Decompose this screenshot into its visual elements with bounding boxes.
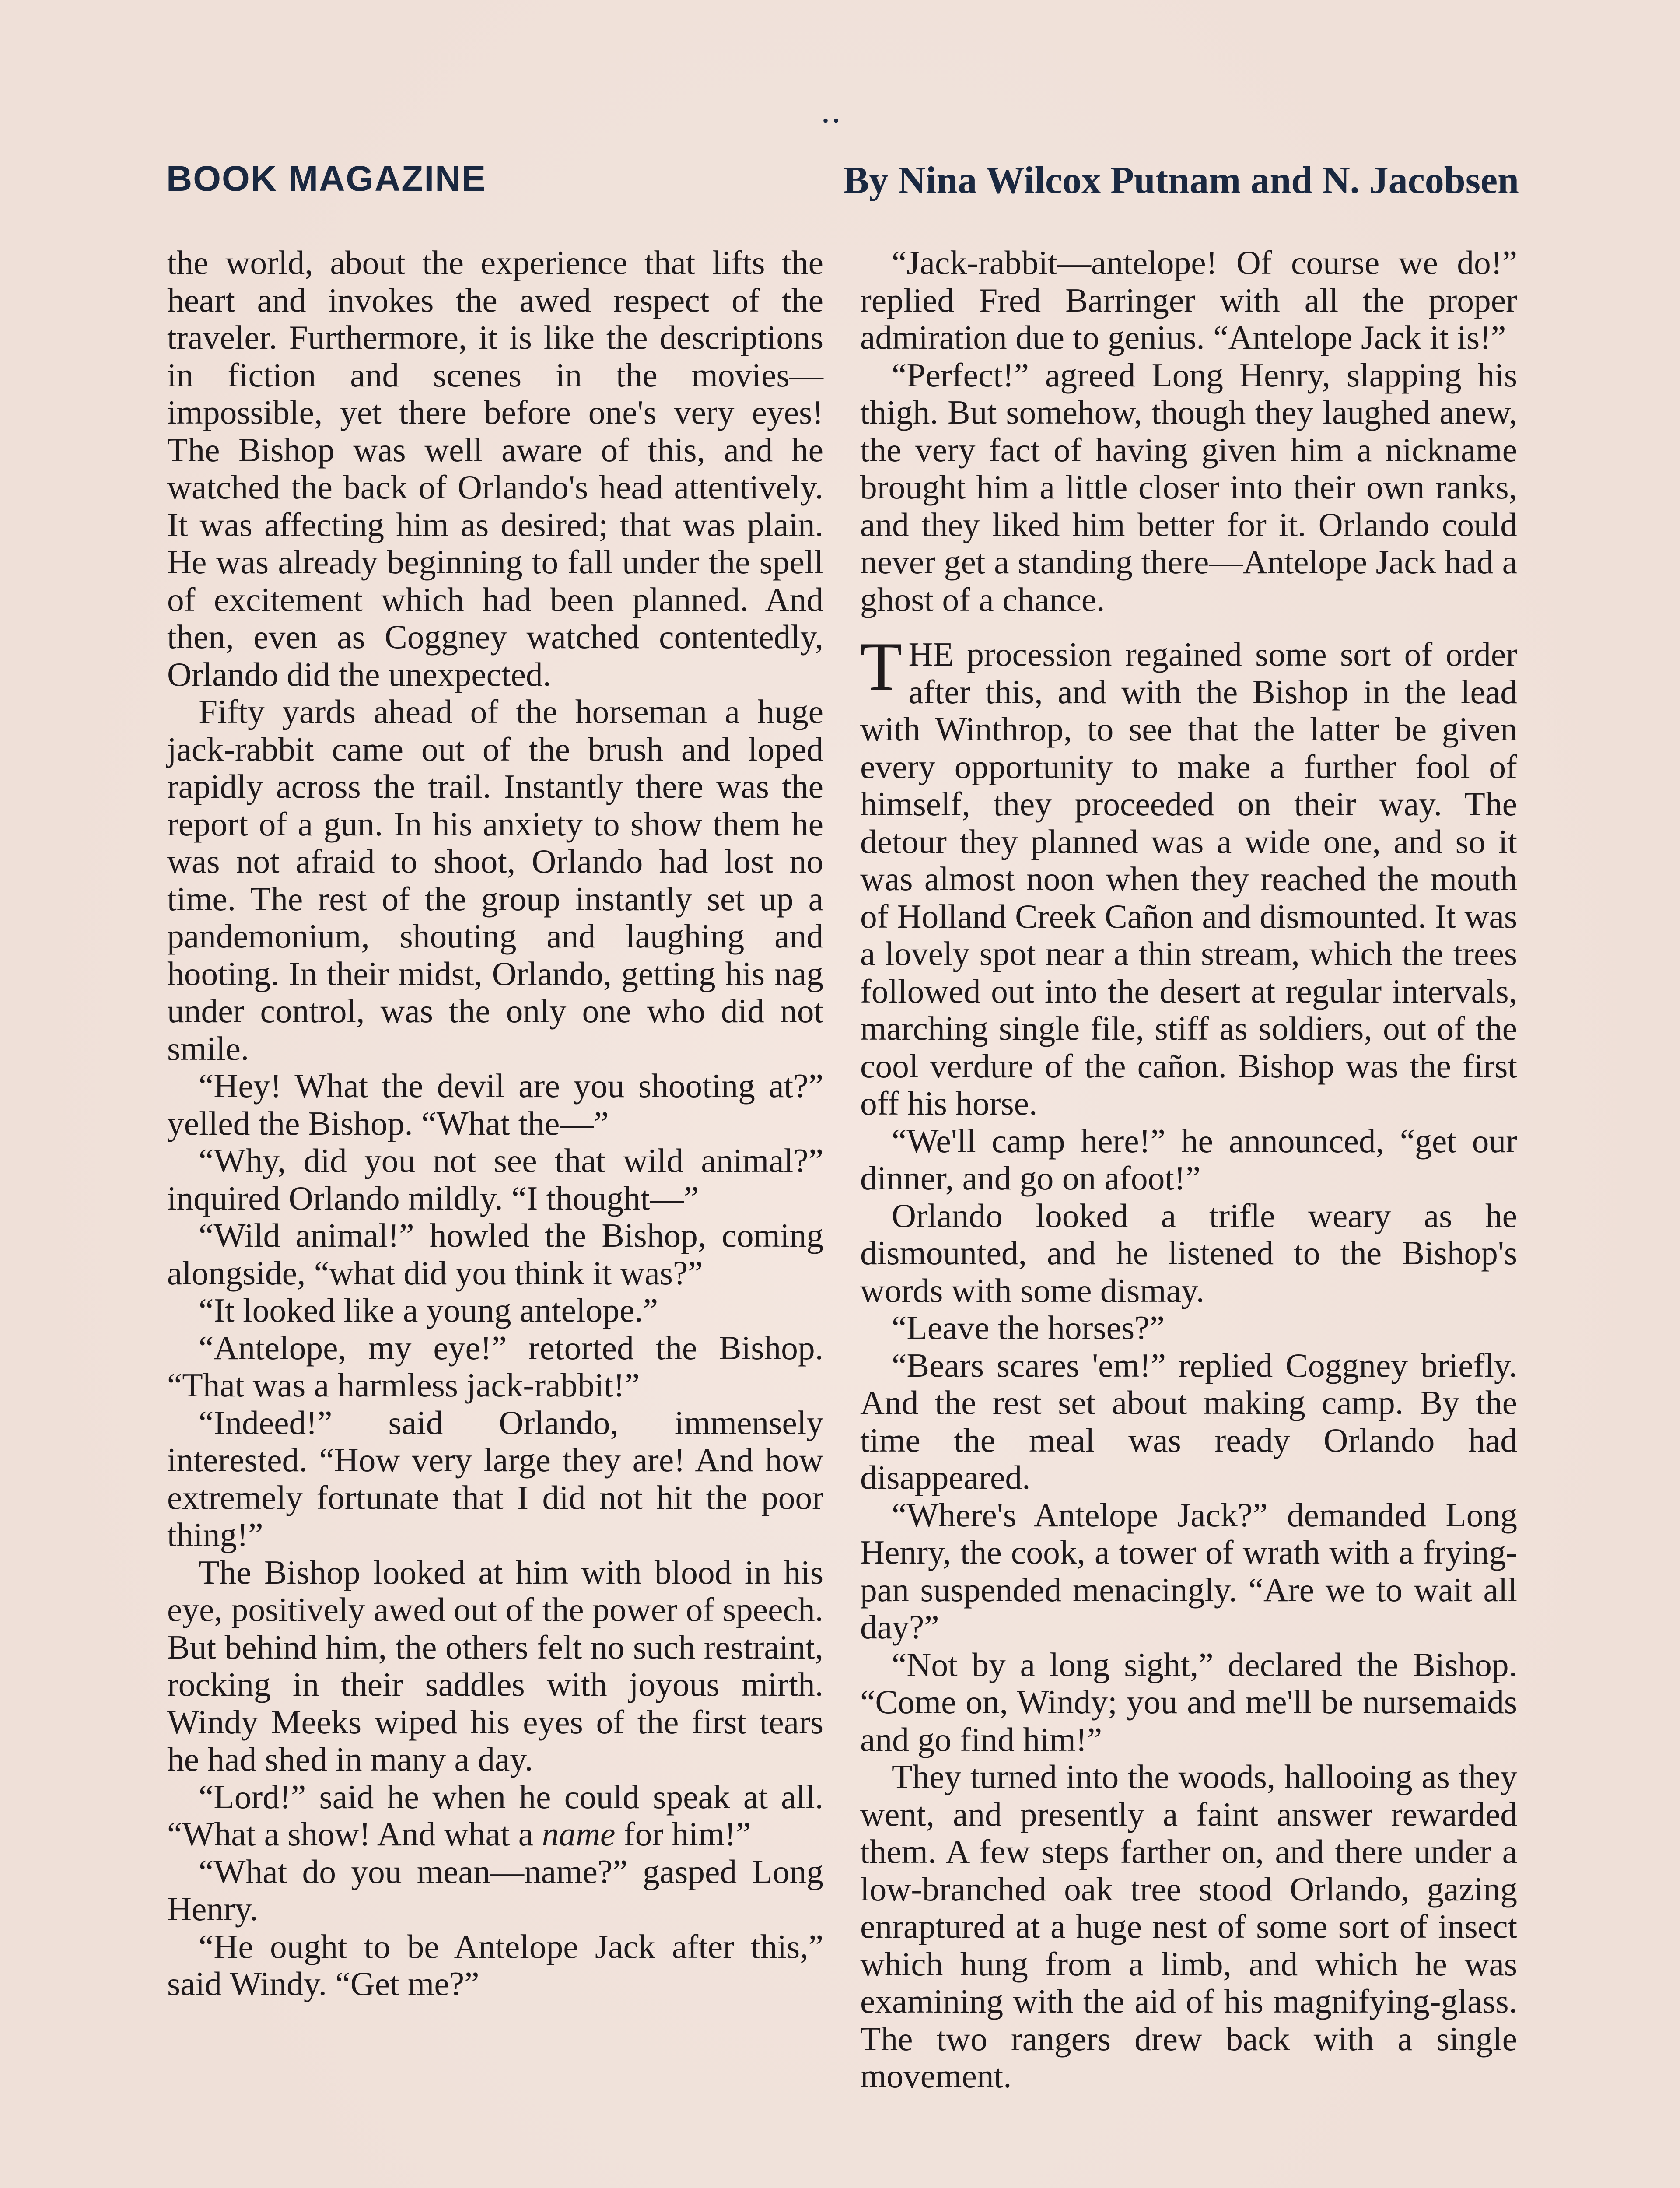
paragraph: “Not by a long sight,” declared the Bishop. “Come on, Windy; you and me'll be nursemaids and go find him!” <box>860 1645 1517 1758</box>
ink-specks: • • <box>822 111 840 130</box>
paragraph: They turned into the woods, hallooing as they went, and presently a faint answer rewarded them. A few steps farther on, and there under a low-branched oak tree stood Orlando, gazing enraptured at a huge nest of some sort of insect which hung from a limb, and which he was examining with the aid of his magnifying-glass. The two rangers drew back with a single movement. <box>860 1758 1517 2095</box>
magazine-title: BOOK MAGAZINE <box>166 159 487 199</box>
paragraph: “Wild animal!” howled the Bishop, coming alongside, “what did you think it was?” <box>167 1217 823 1292</box>
paragraph: “Where's Antelope Jack?” demanded Long Henry, the cook, a tower of wrath with a frying-pan suspended menacingly. “Are we to wait all day?” <box>860 1496 1517 1646</box>
drop-cap: T <box>860 628 903 705</box>
emphasis: name <box>542 1815 616 1853</box>
paragraph: “Perfect!” agreed Long Henry, slapping his thigh. But somehow, though they laughed anew, the very fact of having given him a nickname brought him a little closer into their own ranks, and they liked him better for it. Orlando could never get a standing there—Antelope Jack had a ghost of a chance. <box>860 356 1517 618</box>
paragraph: “It looked like a young antelope.” <box>199 1291 658 1329</box>
section-first-text: HE procession regained some sort of order after this, and with the Bishop in the lead with Winthrop, to see that the latter be given every opportunity to make a further fool of himself, they proceeded on their way. The detour they planned was a wide one, and so it was almost noon when they reached the mouth of Holland Creek Cañon and dismounted. It was a lovely spot near a thin stream, which the trees followed out into the desert at regular intervals, marching single file, stiff as soldiers, out of the cool verdure of the cañon. Bishop was the first off his horse. <box>860 635 1517 1122</box>
paragraph: “Antelope, my eye!” retorted the Bishop. “That was a harmless jack-rabbit!” <box>167 1329 823 1404</box>
paragraph: “Leave the horses?” <box>892 1309 1165 1346</box>
paragraph: “He ought to be Antelope Jack after this,” said Windy. “Get me?” <box>167 1927 823 2002</box>
paragraph: “Hey! What the devil are you shooting at?” yelled the Bishop. “What the—” <box>167 1067 823 1142</box>
byline: By Nina Wilcox Putnam and N. Jacobsen <box>843 159 1519 202</box>
paragraph: The Bishop looked at him with blood in his eye, positively awed out of the power of speech. But behind him, the others felt no such restraint, rocking in their saddles with joyous mirth. Windy Meeks wiped his eyes of the first tears he had shed in many a day. <box>167 1553 823 1778</box>
running-header <box>166 158 1519 207</box>
paragraph: the world, about the experience that lifts the heart and invokes the awed respect of the traveler. Furthermore, it is like the descriptions in fiction and scenes in the movies—impossible, yet there before one's very eyes! The Bishop was well aware of this, and he watched the back of Orlando's head attentively. It was affecting him as desired; that was plain. He was already beginning to fall under the spell of excitement which had been planned. And then, even as Coggney watched contentedly, Orlando did the unexpected. <box>167 244 823 693</box>
paragraph: “Indeed!” said Orlando, immensely interested. “How very large they are! And how extremely fortunate that I did not hit the poor thing!” <box>167 1403 823 1553</box>
paragraph: “What do you mean—name?” gasped Long Henry. <box>167 1852 823 1928</box>
paragraph: Fifty yards ahead of the horseman a huge jack-rabbit came out of the brush and loped rapidly across the trail. Instantly there was the report of a gun. In his anxiety to show them he was not afraid to shoot, Orlando had lost no time. The rest of the group instantly set up a pandemonium, shouting and laughing and hooting. In their midst, Orlando, getting his nag under control, was the only one who did not smile. <box>167 693 823 1067</box>
paragraph: “Why, did you not see that wild animal?” inquired Orlando mildly. “I thought—” <box>167 1142 823 1217</box>
right-column <box>860 244 1517 2095</box>
paragraph: “Jack-rabbit—antelope! Of course we do!” replied Fred Barringer with all the proper admiration due to genius. “Antelope Jack it is!” <box>860 244 1517 356</box>
left-column <box>167 244 823 2003</box>
paragraph: “Lord!” said he when he could speak at all. “What a show! And what a name for him!” <box>167 1778 823 1853</box>
section-opening-paragraph <box>860 628 1517 1122</box>
paragraph: “Bears scares 'em!” replied Coggney briefly. And the rest set about making camp. By the time the meal was ready Orlando had disappeared. <box>860 1346 1517 1496</box>
paragraph: “We'll camp here!” he announced, “get our dinner, and go on afoot!” <box>860 1122 1517 1197</box>
paragraph: Orlando looked a trifle weary as he dismounted, and he listened to the Bishop's words with some dismay. <box>860 1196 1517 1309</box>
